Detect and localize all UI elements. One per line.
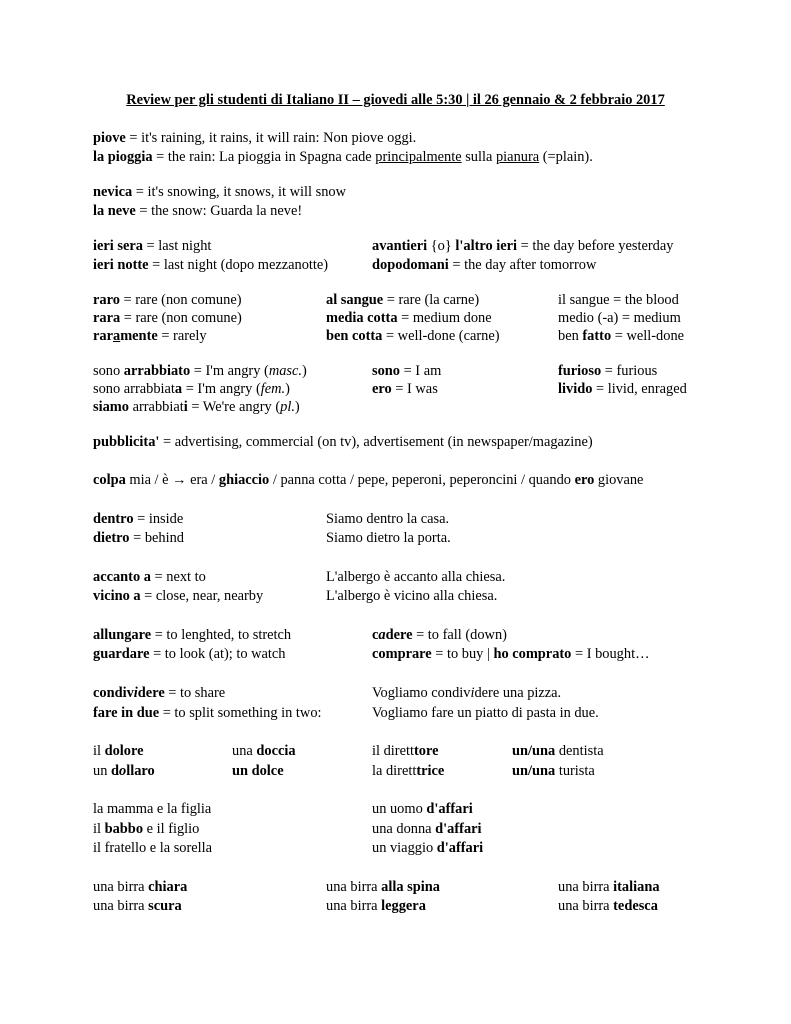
line-rara: rara = rare (non comune) <box>93 310 242 326</box>
line-colpa: colpa mia / è → era / ghiaccio / panna cotta / pepe, peperoni, peperoncini / quando ero giovane <box>93 472 644 488</box>
line-arrabbiati: siamo arrabbiati = We're angry (pl.) <box>93 399 300 415</box>
line-sono: sono = I am <box>372 363 442 379</box>
line-ieri-notte: ieri notte = last night (dopo mezzanotte) <box>93 257 329 273</box>
example-dietro: Siamo dietro la porta. <box>326 530 451 546</box>
line-ben-fatto: ben fatto = well-done <box>558 328 685 344</box>
line-arrabbiato: sono arrabbiato = I'm angry (masc.) <box>93 363 307 379</box>
line-piove: piove = it's raining, it rains, it will rain: Non piove oggi. <box>93 130 417 146</box>
line-il-dolore: il dolore <box>93 743 144 759</box>
line-una-doccia: una doccia <box>232 743 296 759</box>
line-un-dolce: un dolce <box>232 763 284 779</box>
line-neve: la neve = the snow: Guarda la neve! <box>93 203 303 219</box>
line-dentro: dentro = inside <box>93 511 184 527</box>
line-dentista: un/una dentista <box>512 743 604 759</box>
line-condividere: condividere = to share <box>93 685 226 701</box>
line-pubblicita: pubblicita' = advertising, commercial (on tv), advertisement (in newspaper/magazine) <box>93 434 593 450</box>
line-birra-tedesca: una birra tedesca <box>558 898 658 914</box>
line-fratello: il fratello e la sorella <box>93 840 213 856</box>
line-uomo-affari: un uomo d'affari <box>372 801 473 817</box>
line-raramente: raramente = rarely <box>93 328 207 344</box>
example-fare-in-due: Vogliamo fare un piatto di pasta in due. <box>372 705 599 721</box>
line-livido: livido = livid, enraged <box>558 381 687 397</box>
line-mamma: la mamma e la figlia <box>93 801 212 817</box>
line-turista: un/una turista <box>512 763 595 779</box>
line-guardare: guardare = to look (at); to watch <box>93 646 286 662</box>
line-nevica: nevica = it's snowing, it snows, it will snow <box>93 184 346 200</box>
line-birra-spina: una birra alla spina <box>326 879 440 895</box>
line-cadere: cadere = to fall (down) <box>372 627 507 643</box>
example-accanto: L'albergo è accanto alla chiesa. <box>326 569 506 585</box>
line-media-cotta: media cotta = medium done <box>326 310 492 326</box>
example-dentro: Siamo dentro la casa. <box>326 511 450 527</box>
line-babbo: il babbo e il figlio <box>93 821 200 837</box>
line-il-sangue: il sangue = the blood <box>558 292 679 308</box>
line-il-direttore: il diretttore <box>372 743 439 759</box>
example-condividere: Vogliamo condividere una pizza. <box>372 685 562 701</box>
example-vicino: L'albergo è vicino alla chiesa. <box>326 588 498 604</box>
line-ieri-sera: ieri sera = last night <box>93 238 212 254</box>
line-ben-cotta: ben cotta = well-done (carne) <box>326 328 500 344</box>
line-birra-chiara: una birra chiara <box>93 879 188 895</box>
line-avantieri: avantieri {o} l'altro ieri = the day before yesterday <box>372 238 674 254</box>
line-pioggia: la pioggia = the rain: La pioggia in Spagna cade principalmente sulla pianura (=plain). <box>93 149 593 165</box>
line-medio: medio (-a) = medium <box>558 310 681 326</box>
line-fare-in-due: fare in due = to split something in two: <box>93 705 322 721</box>
line-ero: ero = I was <box>372 381 438 397</box>
line-comprare: comprare = to buy | ho comprato = I bought… <box>372 646 650 662</box>
line-birra-italiana: una birra italiana <box>558 879 660 895</box>
line-dietro: dietro = behind <box>93 530 184 546</box>
line-vicino: vicino a = close, near, nearby <box>93 588 264 604</box>
line-un-dollaro: un dollaro <box>93 763 155 779</box>
document-title: Review per gli studenti di Italiano II – giovedi alle 5:30 | il 26 gennaio & 2 febbraio 2017 <box>126 92 665 108</box>
line-birra-scura: una birra scura <box>93 898 182 914</box>
line-viaggio-affari: un viaggio d'affari <box>372 840 484 856</box>
line-al-sangue: al sangue = rare (la carne) <box>326 292 480 308</box>
line-raro: raro = rare (non comune) <box>93 292 242 308</box>
line-la-direttrice: la diretttrice <box>372 763 445 779</box>
line-donna-affari: una donna d'affari <box>372 821 482 837</box>
line-accanto: accanto a = next to <box>93 569 206 585</box>
line-furioso: furioso = furious <box>558 363 658 379</box>
line-arrabbiata: sono arrabbiata = I'm angry (fem.) <box>93 381 290 397</box>
line-allungare: allungare = to lenghted, to stretch <box>93 627 292 643</box>
line-birra-leggera: una birra leggera <box>326 898 426 914</box>
line-dopodomani: dopodomani = the day after tomorrow <box>372 257 597 273</box>
